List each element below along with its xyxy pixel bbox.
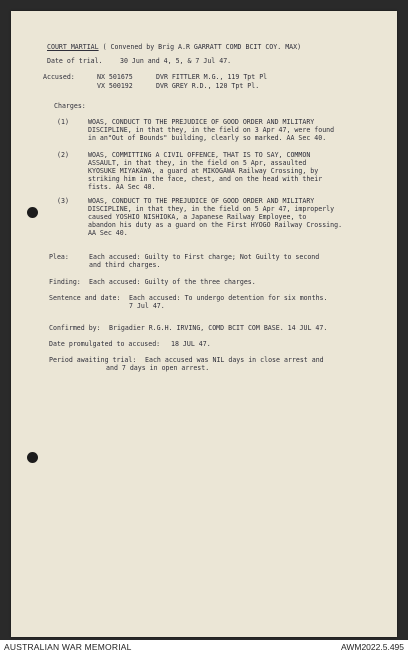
date-label: Date of trial. bbox=[47, 57, 103, 65]
accused-number: VX 500192 bbox=[97, 82, 133, 90]
charge-line: WOAS, CONDUCT TO THE PREJUDICE OF GOOD ORDER AND MILITARY bbox=[88, 197, 315, 205]
charge-line: WOAS, CONDUCT TO THE PREJUDICE OF GOOD ORDER AND MILITARY bbox=[88, 118, 315, 126]
footer-credit: AUSTRALIAN WAR MEMORIAL bbox=[4, 642, 132, 652]
heading bbox=[47, 43, 301, 51]
promulgated-value: 18 JUL 47. bbox=[171, 340, 211, 348]
punch-hole bbox=[27, 207, 38, 218]
charge-number: (1) bbox=[57, 118, 69, 126]
finding-label: Finding: bbox=[49, 278, 81, 286]
footer-accession-number: AWM2022.5.495 bbox=[341, 642, 404, 652]
charge-number: (2) bbox=[57, 151, 69, 159]
charge-line: caused YOSHIO NISHIOKA, a Japanese Railway Employee, to bbox=[88, 213, 307, 221]
charge-line: striking him in the face, chest, and on the head with their bbox=[88, 175, 323, 183]
period-label: Period awaiting trial: bbox=[49, 356, 137, 364]
period-line: Each accused was NIL days in close arrest and bbox=[145, 356, 324, 364]
footer-bar bbox=[0, 640, 408, 653]
plea-line: and third charges. bbox=[89, 261, 161, 269]
confirmed-value: Brigadier R.G.H. IRVING, COMD BCIT COM BASE. 14 JUL 47. bbox=[109, 324, 328, 332]
charge-line: fists. AA Sec 40. bbox=[88, 183, 156, 191]
date-value: 30 Jun and 4, 5, & 7 Jul 47. bbox=[120, 57, 232, 65]
charge-line: AA Sec 40. bbox=[88, 229, 128, 237]
charge-line: abandon his duty as a guard on the First HYOGO Railway Crossing. bbox=[88, 221, 343, 229]
charge-line: WOAS, COMMITTING A CIVIL OFFENCE, THAT IS TO SAY, COMMON bbox=[88, 151, 311, 159]
confirmed-label: Confirmed by: bbox=[49, 324, 101, 332]
document-page bbox=[11, 11, 397, 637]
period-line: and 7 days in open arrest. bbox=[106, 364, 210, 372]
accused-name: DVR GREY R.D., 120 Tpt Pl. bbox=[156, 82, 260, 90]
accused-number: NX 501675 bbox=[97, 73, 133, 81]
punch-hole bbox=[27, 452, 38, 463]
charge-line: KYOSUKE MIYAKAWA, a guard at MIKOGAWA Railway Crossing, by bbox=[88, 167, 319, 175]
sentence-line: 7 Jul 47. bbox=[129, 302, 165, 310]
charge-line: in an"Out of Bounds" building, clearly so marked. AA Sec 40. bbox=[88, 134, 327, 142]
charge-line: ASSAULT, in that they, in the field on 5 Apr, assaulted bbox=[88, 159, 307, 167]
finding-value: Each accused: Guilty of the three charges. bbox=[89, 278, 256, 286]
charge-number: (3) bbox=[57, 197, 69, 205]
sentence-label: Sentence and date: bbox=[49, 294, 121, 302]
sentence-line: Each accused: To undergo detention for six months. bbox=[129, 294, 328, 302]
accused-label: Accused: bbox=[43, 73, 75, 81]
charges-label: Charges: bbox=[54, 102, 86, 110]
accused-name: DVR FITTLER M.G., 119 Tpt Pl bbox=[156, 73, 268, 81]
heading-convening: ( Convened by Brig A.R GARRATT COMD BCIT COY. MAX) bbox=[98, 43, 302, 51]
promulgated-label: Date promulgated to accused: bbox=[49, 340, 161, 348]
plea-line: Each accused: Guilty to First charge; Not Guilty to second bbox=[89, 253, 320, 261]
charge-line: DISCIPLINE, in that they, in the field on 5 Apr 47, improperly bbox=[88, 205, 335, 213]
heading-label: COURT MARTIAL bbox=[47, 43, 99, 51]
plea-label: Plea: bbox=[49, 253, 69, 261]
charge-line: DISCIPLINE, in that they, in the field on 3 Apr 47, were found bbox=[88, 126, 335, 134]
